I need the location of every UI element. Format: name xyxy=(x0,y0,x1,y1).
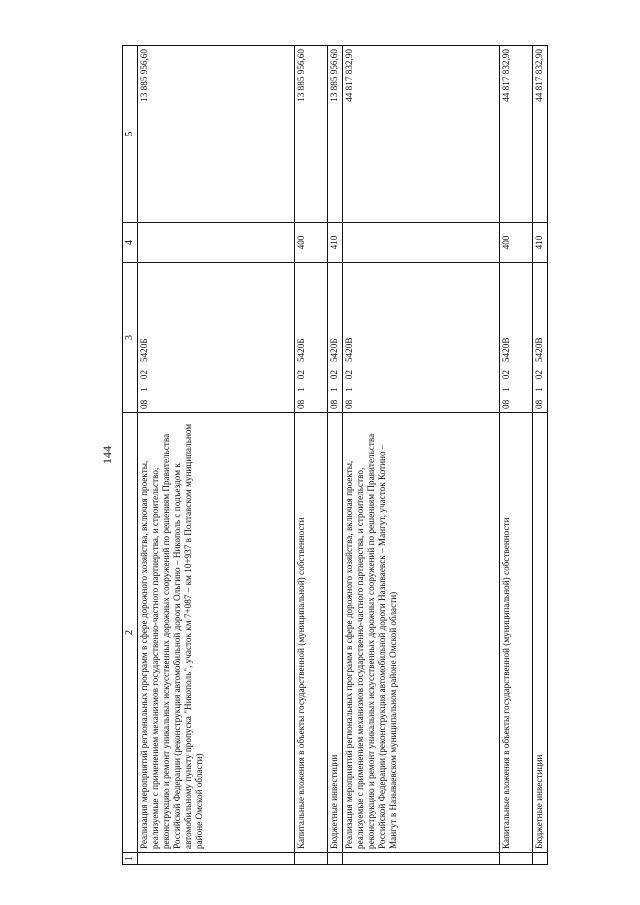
column-header-3: 3 xyxy=(123,263,138,413)
code-direction: 5420Б xyxy=(296,338,306,363)
code-direction: 5420В xyxy=(501,337,511,363)
code-section: 08 xyxy=(501,399,511,409)
table-row xyxy=(533,46,548,865)
row-number-cell xyxy=(138,853,295,865)
row-type-cell xyxy=(343,223,500,263)
code-section: 08 xyxy=(344,399,354,409)
row-sum-cell: 13 885 956,60 xyxy=(328,46,343,223)
row-number-cell xyxy=(533,853,548,865)
row-code-cell xyxy=(343,263,500,413)
code-program: 1 xyxy=(329,387,339,392)
code-program: 1 xyxy=(534,387,544,392)
row-sum-cell: 44 817 832,90 xyxy=(500,46,533,223)
column-header-2: 2 xyxy=(123,413,138,853)
code-subprogram: 02 xyxy=(296,370,306,380)
code-program: 1 xyxy=(296,387,306,392)
code-section: 08 xyxy=(296,399,306,409)
code-program: 1 xyxy=(139,387,149,392)
row-type-cell: 410 xyxy=(533,223,548,263)
code-subprogram: 02 xyxy=(344,370,354,380)
code-direction: 5420В xyxy=(534,337,544,363)
row-number-cell xyxy=(500,853,533,865)
code-section: 08 xyxy=(329,399,339,409)
code-program: 1 xyxy=(344,387,354,392)
page-number: 144 xyxy=(100,446,114,464)
row-code-cell xyxy=(533,263,548,413)
code-subprogram: 02 xyxy=(329,370,339,380)
row-type-cell: 410 xyxy=(328,223,343,263)
row-type-cell xyxy=(138,223,295,263)
row-code-cell xyxy=(328,263,343,413)
table-row xyxy=(138,46,295,865)
row-type-cell: 400 xyxy=(295,223,328,263)
row-name-cell: Капитальные вложения в объекты государственной (муниципальной) собственности xyxy=(500,413,533,853)
table-header-row xyxy=(123,46,138,865)
code-section: 08 xyxy=(139,399,149,409)
row-name-cell: Реализация мероприятий региональных программ в сфере дорожного хозяйства, включая проекты, реализуемые с применением механизмов государственно-частного партнерства, и строительство, реконструкцию и ремонт уникальных искусственных дорожных сооружений по решениям Правительства Российской Федерации (реконструкция автомобильной дороги Называевск – Мангут, участок Котино – Мангут в Называевском муниципальном районе Омской области) xyxy=(343,413,500,853)
table-row xyxy=(328,46,343,865)
code-subprogram: 02 xyxy=(139,370,149,380)
row-code-cell xyxy=(500,263,533,413)
row-code-cell xyxy=(138,263,295,413)
row-name-cell: Бюджетные инвестиции xyxy=(533,413,548,853)
row-number-cell xyxy=(295,853,328,865)
code-program: 1 xyxy=(501,387,511,392)
table-row xyxy=(500,46,533,865)
row-code-cell xyxy=(295,263,328,413)
row-sum-cell: 44 817 832,90 xyxy=(533,46,548,223)
code-subprogram: 02 xyxy=(501,370,511,380)
row-number-cell xyxy=(328,853,343,865)
column-header-1: 1 xyxy=(123,853,138,865)
code-direction: 5420Б xyxy=(139,338,149,363)
row-type-cell: 400 xyxy=(500,223,533,263)
code-section: 08 xyxy=(534,399,544,409)
budget-table xyxy=(122,45,548,865)
row-sum-cell: 13 885 956,60 xyxy=(295,46,328,223)
row-sum-cell: 13 885 956,60 xyxy=(138,46,295,223)
code-subprogram: 02 xyxy=(534,370,544,380)
code-direction: 5420Б xyxy=(329,338,339,363)
row-name-cell: Бюджетные инвестиции xyxy=(328,413,343,853)
column-header-5: 5 xyxy=(123,46,138,223)
table-row xyxy=(295,46,328,865)
column-header-4: 4 xyxy=(123,223,138,263)
row-name-cell: Капитальные вложения в объекты государственной (муниципальной) собственности xyxy=(295,413,328,853)
row-number-cell xyxy=(343,853,500,865)
row-name-cell: Реализация мероприятий региональных программ в сфере дорожного хозяйства, включая проекты, реализуемые с применением механизмов государственно-частного партнерства, и строительство, реконструкцию и ремонт уникальных искусственных дорожных сооружений по решениям Правительства Российской Федерации (реконструкция автомобильной дороги Ольгино – Никополь с подъездом к автомобильному пункту пропуска "Никополь", участок км 7+087 – км 10+937 в Полтавском муниципальном районе Омской области) xyxy=(138,413,295,853)
row-sum-cell: 44 817 832,90 xyxy=(343,46,500,223)
table-row xyxy=(343,46,500,865)
code-direction: 5420В xyxy=(344,337,354,363)
rotated-document-page xyxy=(100,45,544,865)
